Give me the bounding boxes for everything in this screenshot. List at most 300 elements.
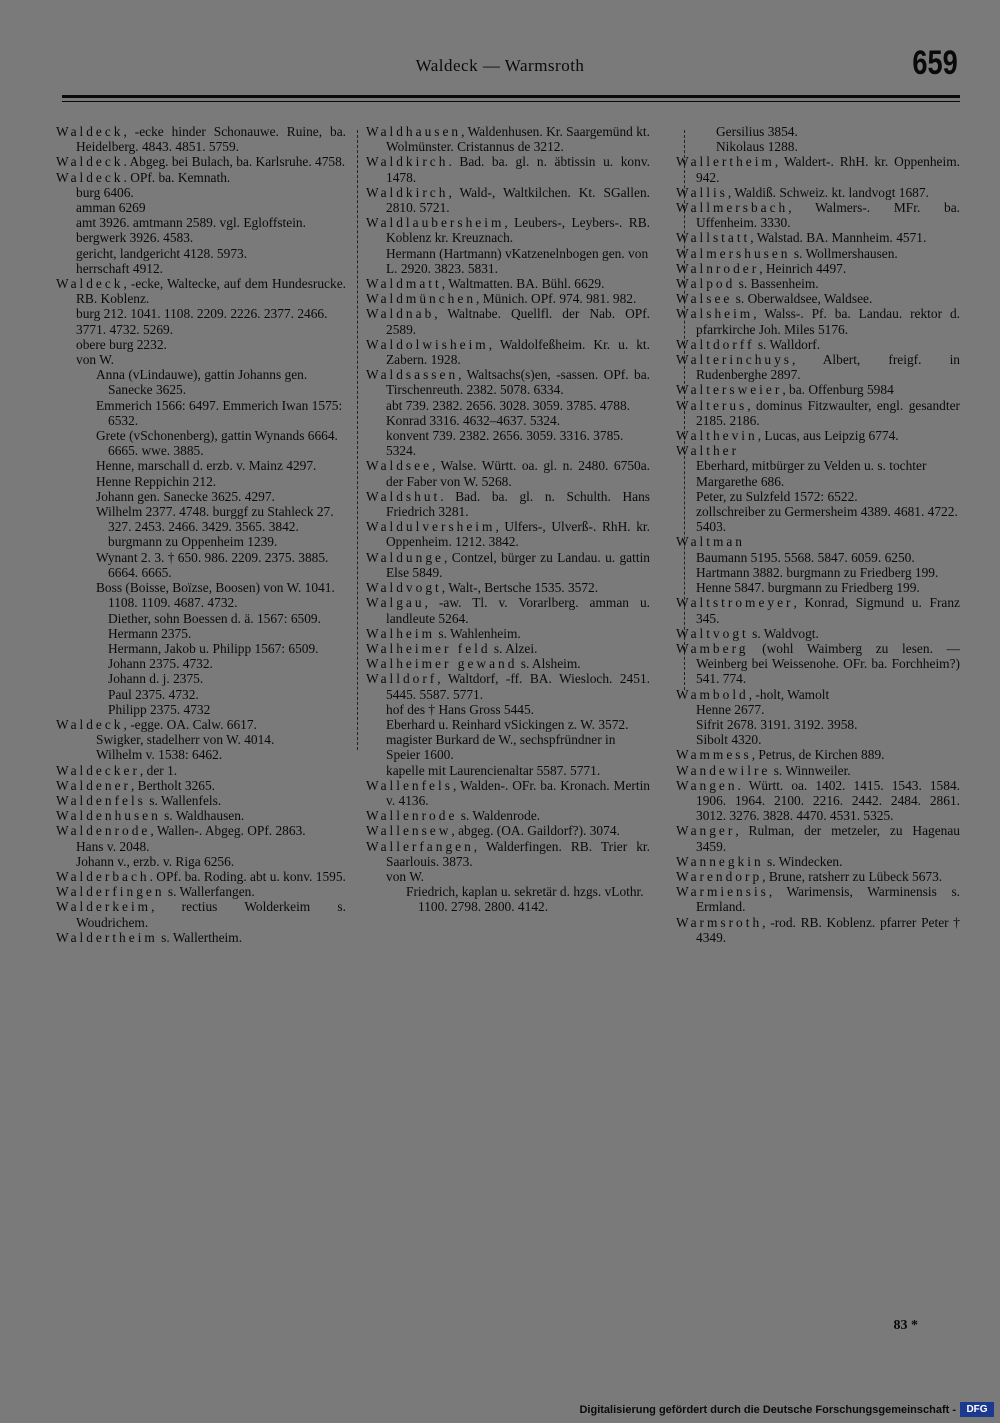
entry-headword: Walterinchuys: [676, 352, 793, 368]
entry-headword: Walheim: [366, 625, 436, 641]
entry-text: , Walstad. BA. Mannheim. 4571.: [750, 230, 927, 246]
dfg-logo: DFG: [960, 1402, 994, 1417]
entry-text: Sibolt 4320.: [696, 732, 762, 748]
entry-text: , Lucas, aus Leipzig 6774.: [757, 428, 899, 444]
entry-headword: Waltvogt: [676, 625, 749, 641]
entry-text: Wilhelm v. 1538: 6462.: [96, 747, 223, 763]
index-entry: [676, 261, 960, 276]
index-subentry: [676, 565, 960, 580]
index-entry: [366, 185, 650, 215]
index-entry: [366, 580, 650, 595]
index-entry: [56, 884, 346, 899]
entry-text: , der 1.: [139, 762, 178, 778]
index-subentry: [56, 839, 346, 854]
entry-headword: Warendorp: [676, 868, 763, 884]
entry-headword: Waldnab: [366, 306, 435, 322]
entry-text: , Waldiß. Schweiz. kt. landvogt 1687.: [727, 184, 929, 200]
index-subentry: [56, 261, 346, 276]
index-entry: [676, 200, 960, 230]
entry-text: Peter, zu Sulzfeld 1572: 6522.: [696, 488, 858, 504]
entry-headword: Waldolwisheim: [366, 336, 489, 352]
index-subentry: [366, 398, 650, 428]
entry-headword: Wallis: [676, 184, 728, 200]
index-entry: [366, 291, 650, 306]
index-entry: [56, 154, 346, 169]
entry-text: Henne Reppichin 212.: [96, 473, 217, 489]
digitization-note: Digitalisierung gefördert durch die Deutsche Forschungsgemeinschaft -: [579, 1404, 956, 1416]
entry-headword: Wallstatt: [676, 230, 751, 246]
page-number: 659: [912, 44, 958, 82]
entry-headword: Waldmatt: [366, 276, 442, 292]
entry-headword: Waldeck: [56, 716, 124, 732]
entry-headword: Wanger: [676, 823, 736, 839]
header-rule-thin: [62, 101, 960, 102]
entry-headword: Walsheim: [676, 306, 754, 322]
index-entry: [56, 869, 346, 884]
entry-headword: Waldener: [56, 777, 131, 793]
entry-headword: Wandewilre: [676, 762, 771, 778]
entry-headword: Waldeck: [56, 154, 124, 170]
entry-headword: Walldorf: [366, 671, 438, 687]
entry-text: , Brune, ratsherr zu Lübeck 5673.: [762, 868, 943, 884]
entry-headword: Wamberg: [676, 640, 749, 656]
index-subentry: [56, 215, 346, 230]
index-subentry: [88, 687, 346, 702]
entry-text: herrschaft 4912.: [76, 260, 164, 276]
entry-text: s. Wahlenheim.: [435, 625, 521, 641]
entry-text: Johann 2375. 4732.: [108, 656, 213, 672]
entry-text: Friedrich, kaplan u. sekretär d. hzgs. vLothr. 1100. 2798. 2800. 4142.: [406, 884, 644, 915]
entry-text: , rectius Wolderkeim s. Woudrichem.: [76, 899, 346, 930]
index-entry: [56, 778, 346, 793]
entry-text: Henne, marschall d. erzb. v. Mainz 4297.: [96, 458, 317, 474]
index-entry: [366, 778, 650, 808]
index-subentry: [76, 458, 346, 473]
index-entry: [676, 534, 960, 549]
index-entry: [366, 124, 650, 154]
index-entry: [676, 398, 960, 428]
entry-text: , Heinrich 4497.: [759, 260, 847, 276]
entry-headword: Wallenrode: [366, 808, 458, 824]
entry-headword: Waltstromeyer: [676, 595, 794, 611]
entry-headword: Walterus: [676, 397, 748, 413]
index-entry: [366, 276, 650, 291]
entry-text: , Waltnabe. Quellfl. der Nab. OPf. 2589.: [386, 306, 650, 337]
index-entry: [676, 823, 960, 853]
entry-text: Paul 2375. 4732.: [108, 686, 199, 702]
index-subentry: [76, 747, 346, 762]
index-entry: [676, 763, 960, 778]
entry-headword: Walnroder: [676, 260, 760, 276]
index-entry: [676, 641, 960, 687]
entry-text: s. Windecken.: [763, 853, 843, 869]
index-subentry: [366, 428, 650, 458]
entry-text: Hermann 2375.: [108, 625, 192, 641]
entry-text: Boss (Boisse, Boïzse, Boosen) von W. 1041. 1108. 1109. 4687. 4732.: [96, 580, 335, 611]
entry-headword: Wallertheim: [676, 154, 775, 170]
index-entry: [366, 306, 650, 336]
entry-text: Hermann, Jakob u. Philipp 1567: 6509.: [108, 640, 319, 656]
entry-text: zollschreiber zu Germersheim 4389. 4681. 4722. 5403.: [696, 504, 958, 535]
index-entry: [676, 747, 960, 762]
index-entry: [366, 808, 650, 823]
index-entry: [676, 626, 960, 641]
index-entry: [56, 930, 346, 945]
entry-text: Nikolaus 1288.: [716, 139, 798, 155]
index-entry: [56, 793, 346, 808]
index-subentry: [676, 717, 960, 732]
index-entry: [676, 337, 960, 352]
entry-headword: Walderbach: [56, 868, 150, 884]
index-entry: [676, 382, 960, 397]
index-subentry: [76, 550, 346, 580]
entry-text: von W.: [386, 868, 424, 884]
entry-headword: Waldunge: [366, 549, 444, 565]
entry-headword: Waldshut: [366, 488, 441, 504]
index-subentry: [366, 732, 650, 762]
index-subentry: [56, 185, 346, 200]
entry-text: s. Waldenrode.: [457, 808, 541, 824]
entry-headword: Walthevin: [676, 428, 758, 444]
entry-text: Wynant 2. 3. † 650. 986. 2209. 2375. 3885. 6664. 6665.: [96, 549, 329, 580]
entry-text: . Abgeg. bei Bulach, ba. Karlsruhe. 4758.: [123, 154, 346, 170]
entry-headword: Waldecker: [56, 762, 140, 778]
entry-text: s. Alzei.: [490, 640, 538, 656]
entry-text: , Petrus, de Kirchen 889.: [751, 747, 885, 763]
index-subentry: [676, 732, 960, 747]
index-entry: [56, 808, 346, 823]
entry-headword: Warmsroth: [676, 914, 763, 930]
index-subentry: [676, 489, 960, 504]
index-subentry: [56, 352, 346, 367]
index-entry: [56, 899, 346, 929]
index-entry: [366, 839, 650, 869]
entry-text: Sifrit 2678. 3191. 3192. 3958.: [696, 716, 858, 732]
entry-text: s. Wollmershausen.: [790, 245, 898, 261]
entry-headword: Waldmünchen: [366, 291, 477, 307]
entry-text: , Walss-. Pf. ba. Landau. rektor d. pfarrkirche Joh. Miles 5176.: [696, 306, 960, 337]
index-entry: [366, 641, 650, 656]
entry-text: , -ecke, Waltecke, auf dem Hundesrucke. RB. Koblenz.: [76, 276, 346, 307]
entry-headword: Waldulversheim: [366, 519, 496, 535]
entry-text: Gersilius 3854.: [716, 124, 798, 139]
entry-text: , Konrad, Sigmund u. Franz 345.: [696, 595, 960, 626]
entry-text: burg 212. 1041. 1108. 2209. 2226. 2377. 2466. 3771. 4732. 5269.: [76, 306, 328, 337]
index-subentry: [366, 717, 650, 732]
index-column-2: [366, 124, 650, 915]
entry-text: , abgeg. (OA. Gaildorf?). 3074.: [451, 823, 620, 839]
entry-text: von W.: [76, 352, 114, 368]
entry-text: Swigker, stadelherr von W. 4014.: [96, 732, 275, 748]
index-subentry: [366, 869, 650, 884]
entry-text: Diether, sohn Boessen d. ä. 1567: 6509.: [108, 610, 321, 626]
entry-headword: Waldeck: [56, 276, 124, 292]
index-subentry: [676, 580, 960, 595]
index-entry: [676, 915, 960, 945]
index-subentry: [76, 504, 346, 550]
entry-headword: Waltman: [676, 534, 746, 550]
entry-text: , Waldenhusen. Kr. Saargemünd kt. Wolmünster. Cristannus de 3212.: [386, 124, 650, 155]
entry-text: s. Wallenfels.: [145, 792, 222, 808]
index-entry: [366, 823, 650, 838]
entry-text: , ba. Offenburg 5984: [782, 382, 894, 398]
entry-text: , -aw. Tl. v. Vorarlberg. amman u. landleute 5264.: [386, 595, 650, 626]
entry-text: Johann d. j. 2375.: [108, 671, 204, 687]
entry-headword: Waldhausen: [366, 124, 462, 139]
index-subentry: [76, 428, 346, 458]
entry-text: Hartmann 3882. burgmann zu Friedberg 199.: [696, 564, 939, 580]
entry-text: , Wallen-. Abgeg. OPf. 2863.: [150, 823, 306, 839]
entry-text: (wohl Waimberg zu lesen. — Weinberg bei Weissenohe. OFr. ba. Forchheim?) 541. 774.: [696, 640, 960, 687]
index-entry: [56, 170, 346, 185]
index-entry: [56, 124, 346, 154]
index-subentry: [88, 641, 346, 656]
entry-text: . OPf. ba. Roding. abt u. konv. 1595.: [149, 868, 346, 884]
entry-headword: Walheimer gewand: [366, 656, 518, 672]
entry-text: , Waldert-. RhH. kr. Oppenheim. 942.: [696, 154, 960, 185]
entry-headword: Waldeck: [56, 124, 124, 139]
index-subentry: [676, 702, 960, 717]
index-entry: [676, 246, 960, 261]
index-entry: [676, 154, 960, 184]
signature-mark: 83 *: [893, 1318, 918, 1333]
entry-text: Emmerich 1566: 6497. Emmerich Iwan 1575: 6532.: [96, 397, 343, 428]
index-subentry: [88, 611, 346, 626]
index-subentry: [76, 398, 346, 428]
entry-text: , -rod. RB. Koblenz. pfarrer Peter † 4349.: [696, 914, 960, 945]
entry-text: , Ulfers-, Ulverß-. RhH. kr. Oppenheim. 1212. 3842.: [386, 519, 650, 550]
index-entry: [366, 595, 650, 625]
entry-headword: Warmiensis: [676, 884, 769, 900]
index-entry: [56, 823, 346, 838]
index-entry: [676, 869, 960, 884]
entry-text: kapelle mit Laurencienaltar 5587. 5771.: [386, 762, 601, 778]
index-subentry: [696, 124, 960, 139]
entry-headword: Wangen: [676, 777, 738, 793]
index-entry: [676, 687, 960, 702]
entry-text: , Bertholt 3265.: [130, 777, 216, 793]
index-subentry: [88, 671, 346, 686]
entry-text: s. Wallertheim.: [157, 929, 243, 945]
entry-text: Wilhelm 2377. 4748. burggf zu Stahleck 27. 327. 2453. 2466. 3429. 3565. 3842. burgmann zu Oppenheim 1239.: [96, 504, 334, 550]
index-subentry: [56, 200, 346, 215]
entry-text: , Waldolfeßheim. Kr. u. kt. Zabern. 1928.: [386, 336, 650, 368]
entry-text: , Contzel, bürger zu Landau. u. gattin Else 5849.: [386, 549, 650, 580]
index-subentry: [76, 580, 346, 610]
entry-text: Hermann (Hartmann) vKatzenelnbogen gen. von L. 2920. 3823. 5831.: [386, 245, 649, 276]
entry-headword: Wannegkin: [676, 853, 764, 869]
index-subentry: [676, 504, 960, 534]
index-entry: [366, 337, 650, 367]
entry-text: , Walmers-. MFr. ba. Uffenheim. 3330.: [696, 200, 960, 231]
entry-text: s. Winnweiler.: [770, 762, 851, 778]
index-entry: [676, 428, 960, 443]
index-subentry: [88, 702, 346, 717]
index-entry: [676, 595, 960, 625]
entry-headword: Wambold: [676, 686, 749, 702]
entry-text: , dominus Fitzwaulter, engl. gesandter 2185. 2186.: [696, 397, 960, 428]
entry-text: konvent 739. 2382. 2656. 3059. 3316. 3785. 5324.: [386, 428, 624, 459]
entry-headword: Waldvogt: [366, 580, 442, 596]
index-subentry: [696, 139, 960, 154]
entry-text: Johann gen. Sanecke 3625. 4297.: [96, 488, 275, 504]
entry-headword: Wallensew: [366, 823, 452, 839]
entry-text: Eberhard u. Reinhard vSickingen z. W. 3572.: [386, 716, 629, 732]
index-subentry: [88, 656, 346, 671]
index-entry: [366, 519, 650, 549]
index-subentry: [56, 246, 346, 261]
index-subentry: [76, 489, 346, 504]
entry-text: gericht, landgericht 4128. 5973.: [76, 245, 248, 261]
entry-text: s. Waldhausen.: [160, 808, 245, 824]
entry-headword: Waldenrode: [56, 823, 151, 839]
index-entry: [676, 306, 960, 336]
index-entry: [676, 884, 960, 914]
entry-text: Anna (vLindauwe), gattin Johanns gen. Sanecke 3625.: [96, 367, 308, 398]
entry-text: , Walt-, Bertsche 1535. 3572.: [441, 580, 599, 596]
index-entry: [366, 154, 650, 184]
index-entry: [676, 854, 960, 869]
entry-text: , Leubers-, Leybers-. RB. Koblenz kr. Kreuznach.: [386, 215, 650, 246]
entry-headword: Walsee: [676, 291, 733, 307]
index-entry: [366, 656, 650, 671]
entry-text: s. Waldvogt.: [748, 625, 819, 641]
entry-text: , Rulman, der metzeler, zu Hagenau 3459.: [696, 823, 960, 854]
index-entry: [676, 276, 960, 291]
entry-headword: Wammess: [676, 747, 752, 763]
entry-text: , -ecke hinder Schonauwe. Ruine, ba. Heidelberg. 4843. 4851. 5759.: [76, 124, 346, 155]
entry-text: , Waltsachs(s)en, -sassen. OPf. ba. Tirschenreuth. 2382. 5078. 6334.: [386, 367, 650, 398]
index-entry: [676, 230, 960, 245]
index-entry: [366, 626, 650, 641]
entry-headword: Walderfingen: [56, 884, 165, 900]
entry-text: , Waltmatten. BA. Bühl. 6629.: [441, 276, 605, 292]
index-column-1: [56, 124, 346, 945]
entry-text: Baumann 5195. 5568. 5847. 6059. 6250.: [696, 549, 915, 565]
entry-text: , Walden-. OFr. ba. Kronach. Mertin v. 4136.: [386, 777, 650, 808]
index-subentry: [56, 854, 346, 869]
index-subentry: [56, 230, 346, 245]
entry-text: Hans v. 2048.: [76, 838, 150, 854]
index-entry: [366, 367, 650, 397]
entry-headword: Waldenhusen: [56, 808, 161, 824]
entry-headword: Wallmersbach: [676, 200, 789, 216]
entry-headword: Waldkirch: [366, 184, 449, 200]
index-entry: [366, 489, 650, 519]
entry-text: , Walderfingen. RB. Trier kr. Saarlouis. 3873.: [386, 838, 650, 869]
entry-text: burg 6406.: [76, 184, 134, 200]
index-entry: [676, 778, 960, 824]
index-subentry: [366, 763, 650, 778]
running-title: Waldeck — Warmsroth: [415, 56, 585, 75]
index-subentry: [76, 732, 346, 747]
entry-text: , -egge. OA. Calw. 6617.: [123, 716, 257, 732]
entry-text: , Albert, freigf. in Rudenberghe 2897.: [696, 352, 960, 383]
index-subentry: [56, 337, 346, 352]
entry-text: amt 3926. amtmann 2589. vgl. Egloffstein.: [76, 215, 306, 231]
entry-text: Henne 2677.: [696, 701, 765, 717]
entry-headword: Waldertheim: [56, 929, 158, 945]
index-subentry: [386, 884, 650, 914]
entry-headword: Walpod: [676, 276, 736, 292]
entry-text: . Bad. ba. gl. n. äbtissin u. konv. 1478.: [386, 154, 650, 185]
entry-headword: Walmershusen: [676, 245, 791, 261]
index-entry: [56, 763, 346, 778]
entry-text: . Bad. ba. gl. n. Schulth. Hans Friedrich 3281.: [386, 488, 650, 520]
entry-text: , Walse. Württ. oa. gl. n. 2480. 6750a. der Faber von W. 5268.: [386, 458, 650, 489]
index-subentry: [366, 246, 650, 276]
entry-text: Henne 5847. burgmann zu Friedberg 199.: [696, 580, 920, 596]
entry-text: abt 739. 2382. 2656. 3028. 3059. 3785. 4788. Konrad 3316. 4632–4637. 5324.: [386, 397, 630, 428]
entry-headword: Walheimer feld: [366, 640, 491, 656]
index-entry: [366, 215, 650, 245]
entry-text: , Waltdorf, -ff. BA. Wiesloch. 2451. 5445. 5587. 5771.: [386, 671, 650, 702]
entry-text: s. Walldorf.: [754, 336, 821, 352]
index-entry: [676, 185, 960, 200]
index-entry: [366, 671, 650, 701]
index-entry: [56, 276, 346, 306]
entry-headword: Waldenfels: [56, 792, 146, 808]
entry-text: obere burg 2232.: [76, 336, 167, 352]
entry-text: s. Wallerfangen.: [164, 884, 255, 900]
index-subentry: [366, 702, 650, 717]
index-subentry: [88, 626, 346, 641]
entry-headword: Walther: [676, 443, 740, 459]
entry-headword: Waldsassen: [366, 367, 459, 383]
entry-text: hof des † Hans Gross 5445.: [386, 701, 535, 717]
entry-text: amman 6269: [76, 200, 146, 216]
entry-headword: Walderkeim: [56, 899, 152, 915]
entry-headword: Waldeck: [56, 169, 124, 185]
entry-text: Philipp 2375. 4732: [108, 701, 211, 717]
entry-headword: Waltersweier: [676, 382, 783, 398]
index-subentry: [676, 550, 960, 565]
entry-headword: Waldlaubersheim: [366, 215, 505, 231]
index-subentry: [76, 474, 346, 489]
header-rule-thick: [62, 95, 960, 98]
entry-text: s. Alsheim.: [517, 656, 581, 672]
entry-headword: Waldsee: [366, 458, 433, 474]
entry-headword: Walgau: [366, 595, 425, 611]
entry-headword: Wallenfels: [366, 777, 453, 793]
index-subentry: [56, 306, 346, 336]
index-entry: [676, 291, 960, 306]
entry-text: . OPf. ba. Kemnath.: [123, 169, 231, 185]
entry-text: Johann v., erzb. v. Riga 6256.: [76, 853, 235, 869]
entry-text: , Warimensis, Warminensis s. Ermland.: [696, 884, 960, 915]
entry-text: , Münich. OPf. 974. 981. 982.: [476, 291, 637, 307]
index-column-3: [676, 124, 960, 945]
entry-text: , -holt, Wamolt: [748, 686, 830, 702]
index-subentry: [76, 367, 346, 397]
index-entry: [56, 717, 346, 732]
index-entry: [366, 458, 650, 488]
index-entry: [676, 352, 960, 382]
entry-headword: Waltdorff: [676, 336, 755, 352]
entry-text: magister Burkard de W., sechspfründner in Speier 1600.: [386, 732, 616, 763]
entry-text: , Wald-, Waltkilchen. Kt. SGallen. 2810. 5721.: [386, 184, 650, 216]
entry-text: bergwerk 3926. 4583.: [76, 230, 194, 246]
entry-text: s. Oberwaldsee, Waldsee.: [732, 291, 873, 307]
index-subentry: [676, 458, 960, 488]
entry-text: Eberhard, mitbürger zu Velden u. s. tochter Margarethe 686.: [696, 458, 927, 489]
index-entry: [366, 550, 650, 580]
entry-text: s. Bassenheim.: [735, 276, 819, 292]
entry-headword: Waldkirch: [366, 154, 449, 170]
entry-text: . Württ. oa. 1402. 1415. 1543. 1584. 1906. 1964. 2100. 2216. 2442. 2484. 2861. 3012. 3276. 3828. 4470. 4531. 5325.: [696, 777, 960, 824]
entry-headword: Wallerfangen: [366, 838, 474, 854]
index-entry: [676, 443, 960, 458]
